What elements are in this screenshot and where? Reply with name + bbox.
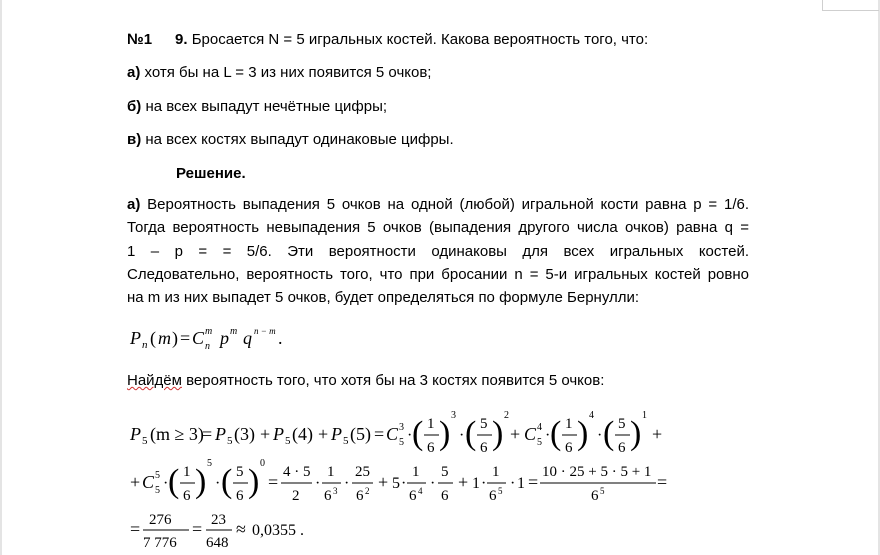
f1-p2-open: ( [465,415,477,452]
b-C-sub: n [205,341,210,352]
f2-f-num: 1 [492,464,500,480]
paragraph-line-1 [127,193,749,216]
f2-c-num: 25 [355,464,370,480]
f1-p3-open: ( [550,415,562,452]
f2-fr1-num: 1 [183,464,191,480]
f2-eq-3: = [657,472,668,492]
f1-dot-2: · [459,427,465,444]
f2-dot-8: · [510,475,516,492]
paragraph-line-1-text: Вероятность выпадения 5 очков на одной (любой) игральной кости равна p = 1/6. [147,196,749,213]
b-p-sup: m [230,326,238,337]
f1-t2-P: P [273,424,284,444]
b-q: q [243,328,252,348]
question-b [127,98,387,115]
f2-dot-4: · [344,475,350,492]
f3-a-den: 7 776 [143,535,177,551]
b-C-sup: m [205,326,213,337]
formula-line-2 [128,456,673,508]
b-q-sup: n − m [254,326,276,336]
find-prefix: Найдём [127,372,182,389]
f1-plus-2: + [318,424,329,444]
f3-period: . [300,522,304,539]
f2-eq-1: = [268,472,279,492]
f2-dot-7: · [481,475,487,492]
f3-b-num: 23 [211,512,226,528]
f2-a-den: 2 [292,488,300,504]
f1-dot-1: · [407,427,413,444]
f1-t3-P: P [331,424,342,444]
f1-c2-sup: 4 [537,422,542,433]
f2-d-den-exp: 4 [418,486,423,496]
f1-t2-sub: 5 [285,435,291,447]
f1-fr4-num: 5 [618,416,626,432]
f1-t3-sub: 5 [343,435,349,447]
b-m: m [158,328,171,348]
b-open-paren: ( [150,328,156,348]
paragraph-line-5: на m из них выпадет 5 очков, будет определяться по формуле Бернулли: [127,289,640,307]
f2-g-num: 10 · 25 + 5 · 5 + 1 [542,464,652,480]
f2-eq-2: = [528,472,539,492]
f2-d-num: 1 [412,464,420,480]
f2-b-den-exp: 3 [333,486,338,496]
task-statement: Бросается N = 5 игральных костей. Какова вероятность того, что: [191,31,649,48]
paragraph-line-2: Тогда вероятность невыпадения 5 очков (выпадения другого числа очков) равна q = [127,219,749,237]
f1-fr2-den: 6 [480,440,488,456]
f2-fr2-num: 5 [236,464,244,480]
formula-line-1 [128,404,668,462]
question-b-text: на всех выпадут нечётные цифры; [145,98,388,115]
f2-b-den: 6 [324,488,332,504]
f2-g-den-exp: 5 [600,486,605,496]
question-a [127,64,431,81]
f1-c2: C [524,424,537,444]
f2-f-den-exp: 5 [498,486,503,496]
f2-dot-2: · [215,475,221,492]
f2-c-den-exp: 2 [365,486,370,496]
f2-d-den: 6 [409,488,417,504]
f3-a-num: 276 [149,512,172,528]
problem-number: №1 [127,31,153,48]
f1-t1-sub: 5 [227,435,233,447]
f3-result: 0,0355 [252,522,296,539]
b-equals: = [180,328,191,348]
b-P-sub: n [142,339,148,351]
f1-c2-sub: 5 [537,437,542,448]
f1-t2-arg: (4) [292,424,313,444]
f2-e-num: 5 [441,464,449,480]
f2-c: C [142,472,155,492]
problem-statement-line [175,31,648,48]
f2-plus-2: + [378,472,389,492]
f2-p1-close: ) [195,463,207,500]
f3-eq-1: = [130,519,141,539]
question-v-text: на всех костях выпадут одинаковые цифры. [145,131,454,148]
f1-lhs-arg: (m ≥ 3) [150,424,204,444]
f2-c-sub: 5 [155,485,160,496]
f1-fr3-den: 6 [565,440,573,456]
f1-t1-P: P [215,424,226,444]
f1-p4-open: ( [603,415,615,452]
f2-one: 1 [472,475,480,492]
f1-fr1-den: 6 [427,440,435,456]
f2-b-num: 1 [327,464,335,480]
bernoulli-formula [128,322,288,354]
f2-exp-0: 0 [260,458,265,469]
f2-c-sup: 5 [155,470,160,481]
f1-exp-1: 1 [642,410,647,421]
f1-p2-close: ) [492,415,504,452]
f2-dot-3: · [315,475,321,492]
f1-exp-3: 3 [451,410,456,421]
f2-g-den: 6 [591,488,599,504]
f1-fr2-num: 5 [480,416,488,432]
find-text: вероятность того, что хотя бы на 3 костях появится 5 очков: [181,372,605,389]
f2-e-den: 6 [441,488,449,504]
part-a-label: а) [127,196,141,213]
f2-one-2: 1 [517,475,525,492]
task-number: 9. [175,31,188,48]
b-close-paren: ) [172,328,178,348]
f2-plus-3: + [458,472,469,492]
f1-dot-3: · [545,427,551,444]
f2-p1-open: ( [168,463,180,500]
f2-fr2-den: 6 [236,488,244,504]
solution-paragraph [127,193,749,309]
f2-p2-open: ( [221,463,233,500]
f1-c1-sub: 5 [399,437,404,448]
f1-lhs-sub: 5 [142,435,148,447]
f1-fr3-num: 1 [565,416,573,432]
f1-p4-close: ) [630,415,642,452]
f1-p3-close: ) [577,415,589,452]
f1-p1-open: ( [412,415,424,452]
paragraph-line-4: Следовательно, вероятность того, что при бросании n = 5-и игральных костей ровно [127,265,749,283]
question-b-label: б) [127,98,142,115]
b-P: P [130,328,141,348]
f1-plus-1: + [260,424,271,444]
paragraph-line-3: 1 – p = = 5/6. Эти вероятности одинаковы для всех игральных костей. [127,242,749,260]
question-a-label: а) [127,64,141,81]
f1-exp-4: 4 [589,410,594,421]
f1-p1-close: ) [439,415,451,452]
f2-fr1-den: 6 [183,488,191,504]
f1-c1: C [386,424,399,444]
f2-five: 5 [392,475,400,492]
f2-a-num: 4 · 5 [283,464,311,480]
b-p: p [220,328,229,348]
f1-plus-4: + [652,424,663,444]
f1-exp-2: 2 [504,410,509,421]
b-period: . [278,328,283,348]
f2-dot-1: · [163,475,169,492]
f1-dot-4: · [597,427,603,444]
find-sentence [127,372,604,389]
f3-b-den: 648 [206,535,229,551]
f3-eq-2: = [192,519,203,539]
left-margin-ruler [0,0,2,555]
f1-eq-2: = [374,424,385,444]
f1-c1-sup: 3 [399,422,404,433]
f2-f-den: 6 [489,488,497,504]
f1-fr1-num: 1 [427,416,435,432]
b-C: C [192,328,205,348]
f3-approx: ≈ [236,519,246,539]
f1-lhs-P: P [130,424,141,444]
f1-t1-arg: (3) [234,424,255,444]
solution-heading: Решение. [176,165,246,182]
f2-dot-6: · [430,475,436,492]
question-v [127,131,454,148]
f2-p2-close: ) [248,463,260,500]
f1-t3-arg: (5) [350,424,371,444]
f2-exp-5: 5 [207,458,212,469]
f1-eq: = [202,424,213,444]
f1-plus-3: + [510,424,521,444]
question-v-label: в) [127,131,142,148]
question-a-text: хотя бы на L = 3 из них появится 5 очков; [144,64,432,81]
f2-dot-5: · [401,475,407,492]
f1-fr4-den: 6 [618,440,626,456]
f2-c-den: 6 [356,488,364,504]
page-corner-marker [822,0,879,11]
formula-line-3 [128,506,328,554]
f2-plus: + [130,472,141,492]
